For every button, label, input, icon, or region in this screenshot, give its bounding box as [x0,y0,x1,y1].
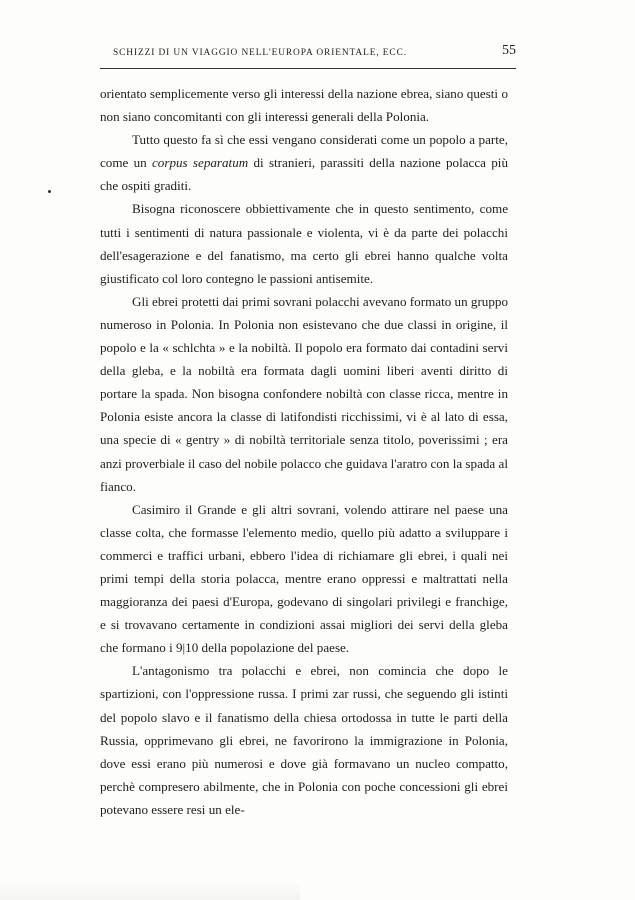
scan-shadow [0,882,300,900]
body-text [100,82,508,821]
paragraph-2-text-a: Tutto questo fa sì che essi vengano considerati come un popolo a parte, come un [100,132,508,171]
paragraph-5-text: Casimiro il Grande e gli altri sovrani, volendo attirare nel paese una classe colta, che formasse l'elemento medio, quello più adatto a sviluppare i commerci e traffici urbani, ebbero l'idea di richiamare gli ebrei, i quali nei primi tempi della storia polacca, mentre erano oppressi e maltrattati nella maggioranza dei paesi d'Europa, godevano di singolari privilegi e franchige, e si trovavano certamente in condizioni assai migliori dei servi della gleba che formano i 9|10 della popolazione del paese. [100,501,508,656]
page-number: 55 [502,43,516,58]
ink-dot [48,190,51,193]
paragraph-1 [100,82,508,128]
paragraph-2-italic-phrase: corpus separatum [152,155,249,171]
paragraph-2 [100,128,508,197]
paragraph-6-text: L'antagonismo tra polacchi e ebrei, non comincia che dopo le spartizioni, con l'oppressione russa. I primi zar russi, che seguendo gli istinti del popolo slavo e il fanatismo della chiesa ortodossa in tutte le parti della Russia, opprimevano gli ebrei, ne favorirono la immigrazione in Polonia, dove essi erano più numerosi e dove già formavano un nucleo compatto, perchè compresero abilmente, che in Polonia con poche concessioni gli ebrei potevano essere resi un ele- [100,663,508,817]
paragraph-3-text: Bisogna riconoscere obbiettivamente che in questo sentimento, come tutti i sentimenti di natura passionale e violenta, vi è da parte dei polacchi dell'esagerazione e del fanatismo, ma certo gli ebrei hanno qualche volta giustificato col loro contegno le passioni antisemite. [100,201,508,286]
running-head [100,42,516,62]
paragraph-5 [100,498,508,660]
paragraph-2-text-b: di stranieri, parassiti della nazione polacca più che ospiti graditi. [100,155,508,194]
paragraph-4 [100,290,508,498]
running-title: SCHIZZI DI UN VIAGGIO NELL'EUROPA ORIENTALE, ECC. [113,48,407,58]
header-rule [100,68,516,69]
paragraph-6 [100,659,508,821]
paragraph-4-text: Gli ebrei protetti dai primi sovrani polacchi avevano formato un gruppo numeroso in Polonia. In Polonia non esistevano che due classi in origine, il popolo e la « schlchta » e la nobiltà. Il popolo era formato dai contadini servi della gleba, e la nobiltà era formata dagli uomini liberi aventi diritto di portare la spada. Non bisogna confondere nobiltà con classe ricca, mentre in Polonia esiste ancora la classe di latifondisti ricchissimi, vi è al lato di essa, una specie di « gentry » di nobiltà territoriale senza titolo, poverissimi ; era anzi proverbiale il caso del nobile polacco che guidava l'aratro con la spada al fianco. [100,293,508,494]
paragraph-3 [100,197,508,289]
paragraph-1-text: orientato semplicemente verso gli interessi della nazione ebrea, siano questi o non siano concomitanti con gli interessi generali della Polonia. [100,86,508,125]
